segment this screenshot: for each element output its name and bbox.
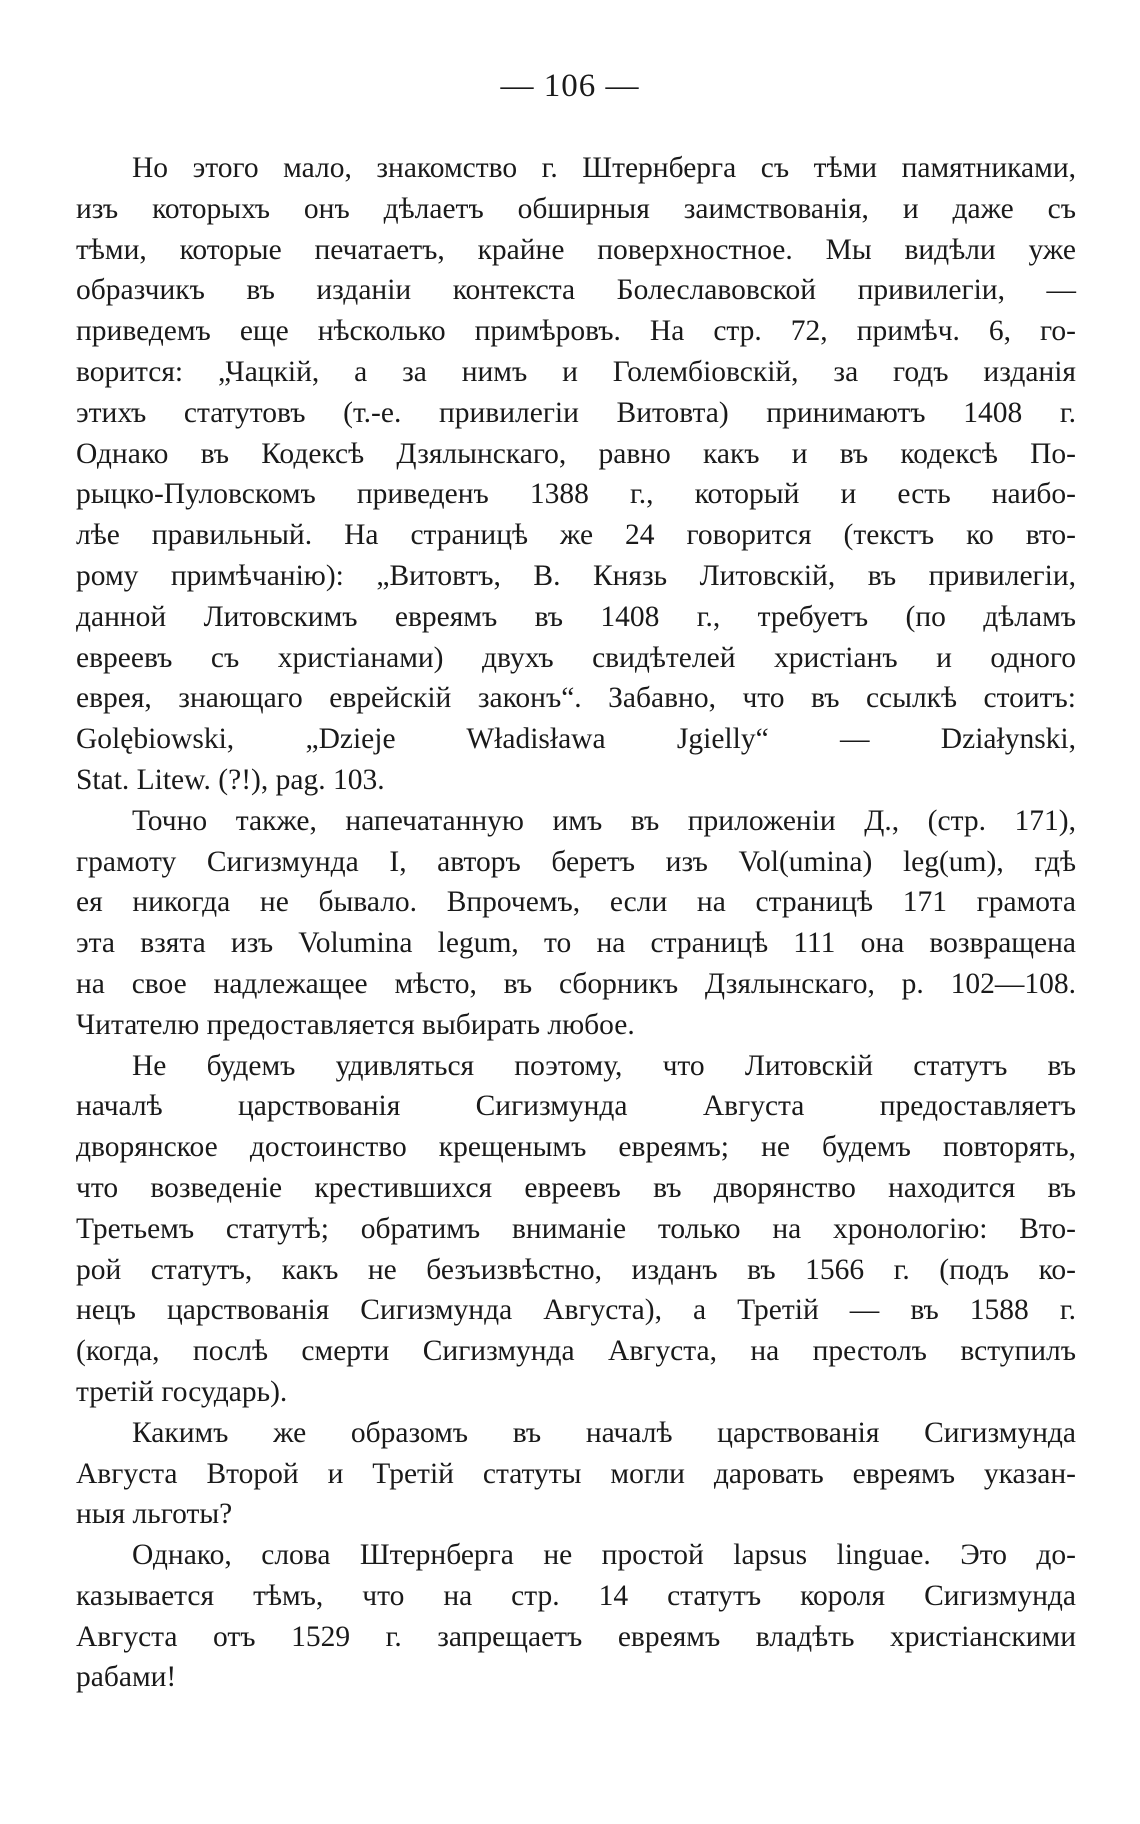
text-line: грамоту Сигизмунда I, авторъ беретъ изъ Vol(umina) leg(um), гдѣ xyxy=(76,845,1076,878)
text-line: (когда, послѣ смерти Сигизмунда Августа, на престолъ вступилъ xyxy=(76,1335,1076,1368)
text-line: Читателю предоставляется выбирать любое. xyxy=(76,1008,635,1041)
text-line: Какимъ же образомъ въ началѣ царствованія Сигизмунда xyxy=(132,1416,1076,1449)
text-line: Однако въ Кодексѣ Дзялынскаго, равно какъ и въ кодексѣ По- xyxy=(76,437,1076,470)
paragraph xyxy=(76,148,1076,801)
text-line: нецъ царствованія Сигизмунда Августа), а Третій — въ 1588 г. xyxy=(76,1294,1076,1327)
text-line: евреевъ съ христіанами) двухъ свидѣтелей христіанъ и одного xyxy=(76,641,1076,674)
text-line: дворянское достоинство крещенымъ евреямъ; не будемъ повторять, xyxy=(76,1131,1076,1164)
text-line: рыцко-Пуловскомъ приведенъ 1388 г., который и есть наибо- xyxy=(76,478,1076,511)
text-line: образчикъ въ изданіи контекста Болеславовской привилегіи, — xyxy=(76,274,1076,307)
body-text xyxy=(76,148,1076,1698)
text-line: третій государь). xyxy=(76,1375,288,1408)
text-line: ея никогда не бывало. Впрочемъ, если на страницѣ 171 грамота xyxy=(76,886,1076,919)
paragraph xyxy=(76,801,1076,1046)
text-line: лѣе правильный. На страницѣ же 24 говорится (текстъ ко вто- xyxy=(76,519,1076,552)
paragraph xyxy=(76,1046,1076,1413)
text-line: этихъ статутовъ (т.-е. привилегіи Витовта) принимаютъ 1408 г. xyxy=(76,396,1076,429)
page-number: — 106 — xyxy=(500,68,640,104)
text-line: рой статутъ, какъ не безъизвѣстно, изданъ въ 1566 г. (подъ ко- xyxy=(76,1253,1076,1286)
text-line: началѣ царствованія Сигизмунда Августа предоставляетъ xyxy=(76,1090,1076,1123)
text-line: что возведеніе крестившихся евреевъ въ дворянство находится въ xyxy=(76,1171,1076,1204)
text-line: приведемъ еще нѣсколько примѣровъ. На стр. 72, примѣч. 6, го- xyxy=(76,315,1076,348)
text-line: Но этого мало, знакомство г. Штернберга съ тѣми памятниками, xyxy=(132,152,1076,184)
text-line: рому примѣчанію): „Витовтъ, В. Князь Литовскій, въ привилегіи, xyxy=(76,559,1076,592)
text-line: Августа отъ 1529 г. запрещаетъ евреямъ владѣть христіанскими xyxy=(76,1620,1076,1653)
text-line: изъ которыхъ онъ дѣлаетъ обширныя заимствованія, и даже съ xyxy=(76,192,1076,225)
text-line: Stat. Litew. (?!), pag. 103. xyxy=(76,763,385,796)
text-line: Августа Второй и Третій статуты могли даровать евреямъ указан- xyxy=(76,1457,1076,1490)
text-line: данной Литовскимъ евреямъ въ 1408 г., требуетъ (по дѣламъ xyxy=(76,600,1076,633)
paragraph xyxy=(76,1413,1076,1535)
text-line: эта взята изъ Volumina legum, то на страницѣ 111 она возвращена xyxy=(76,927,1076,960)
text-line: рабами! xyxy=(76,1661,177,1694)
text-line: казывается тѣмъ, что на стр. 14 статутъ короля Сигизмунда xyxy=(76,1579,1076,1612)
text-line: ворится: „Чацкій, а за нимъ и Голембіовскій, за годъ изданія xyxy=(76,355,1076,388)
text-line: Golębiowski, „Dzieje Władisława Jgielly“ — Działynski, xyxy=(76,723,1076,756)
text-line: на свое надлежащее мѣсто, въ сборникъ Дзялынскаго, р. 102—108. xyxy=(76,967,1076,1000)
text-line: Однако, слова Штернберга не простой lapsus linguae. Это до- xyxy=(132,1539,1076,1572)
paragraph xyxy=(76,1535,1076,1698)
text-line: еврея, знающаго еврейскій законъ“. Забавно, что въ ссылкѣ стоитъ: xyxy=(76,682,1076,715)
text-line: тѣми, которые печатаетъ, крайне поверхностное. Мы видѣли уже xyxy=(76,233,1076,266)
text-line: ныя льготы? xyxy=(76,1498,233,1531)
text-line: Третьемъ статутѣ; обратимъ вниманіе только на хронологію: Вто- xyxy=(76,1212,1076,1245)
text-line: Не будемъ удивляться поэтому, что Литовскій статутъ въ xyxy=(132,1049,1076,1082)
text-line: Точно также, напечатанную имъ въ приложеніи Д., (стр. 171), xyxy=(132,804,1076,837)
